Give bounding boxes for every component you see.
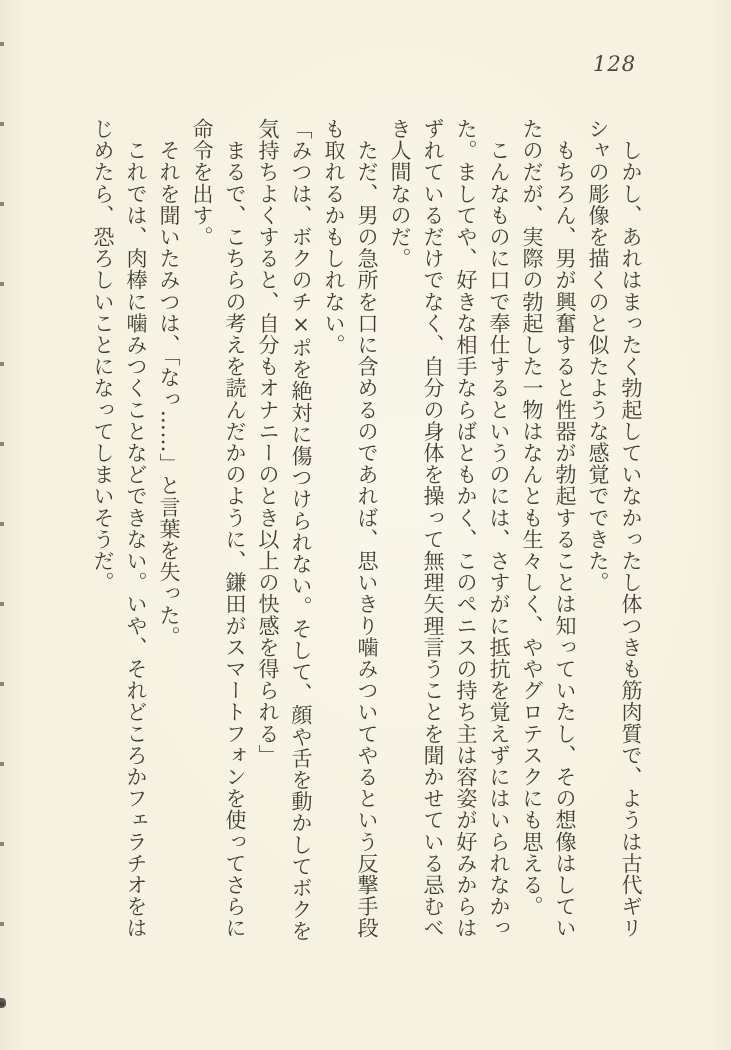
text-column: こんなものに口で奉仕するというのには、さすがに抵抗を覚えずにはいられなかっ bbox=[487, 118, 511, 939]
text-column: も取れるかもしれない。 bbox=[322, 118, 346, 356]
text-column: 命令を出す。 bbox=[190, 118, 214, 248]
text-column: シャの彫像を描くのと似たような感覚でできた。 bbox=[586, 118, 610, 594]
page-number: 128 bbox=[593, 52, 637, 76]
text-column: た。ましてや、好きな相手ならばともかく、このペニスの持ち主は容姿が好みからは bbox=[454, 118, 478, 939]
text-column: 「みつは、ボクのチ×ポを絶対に傷つけられない。そして、顔や舌を動かしてボクを bbox=[289, 118, 313, 942]
text-column: ずれているだけでなく、自分の身体を操って無理矢理言うことを聞かせている忌むべ bbox=[421, 118, 445, 939]
text-column: しかし、あれはまったく勃起していなかったし体つきも筋肉質で、ようは古代ギリ bbox=[619, 118, 643, 939]
text-column: き人間なのだ。 bbox=[388, 118, 412, 270]
text-column: 気持ちよくすると、自分もオナニーのとき以上の快感を得られる」 bbox=[256, 118, 280, 766]
text-column: ただ、男の急所を口に含めるのであれば、思いきり噛みついてやるという反撃手段 bbox=[355, 118, 379, 939]
text-column: これでは、肉棒に噛みつくことなどできない。いや、それどころかフェラチオをは bbox=[124, 118, 148, 939]
text-column: もちろん、男が興奮すると性器が勃起することは知っていたし、その想像はしてい bbox=[553, 118, 577, 939]
scan-edge-blob bbox=[0, 998, 6, 1008]
scan-edge-marks bbox=[0, 6, 4, 1044]
page-text bbox=[83, 118, 647, 960]
text-column: じめたら、恐ろしいことになってしまいそうだ。 bbox=[91, 118, 115, 594]
text-column: たのだが、実際の勃起した一物はなんとも生々しく、ややグロテスクにも思える。 bbox=[520, 118, 544, 918]
text-column: まるで、こちらの考えを読んだかのように、鎌田がスマートフォンを使ってさらに bbox=[223, 118, 247, 939]
text-column: それを聞いたみつは、「なっ……」と言葉を失った。 bbox=[157, 118, 181, 648]
